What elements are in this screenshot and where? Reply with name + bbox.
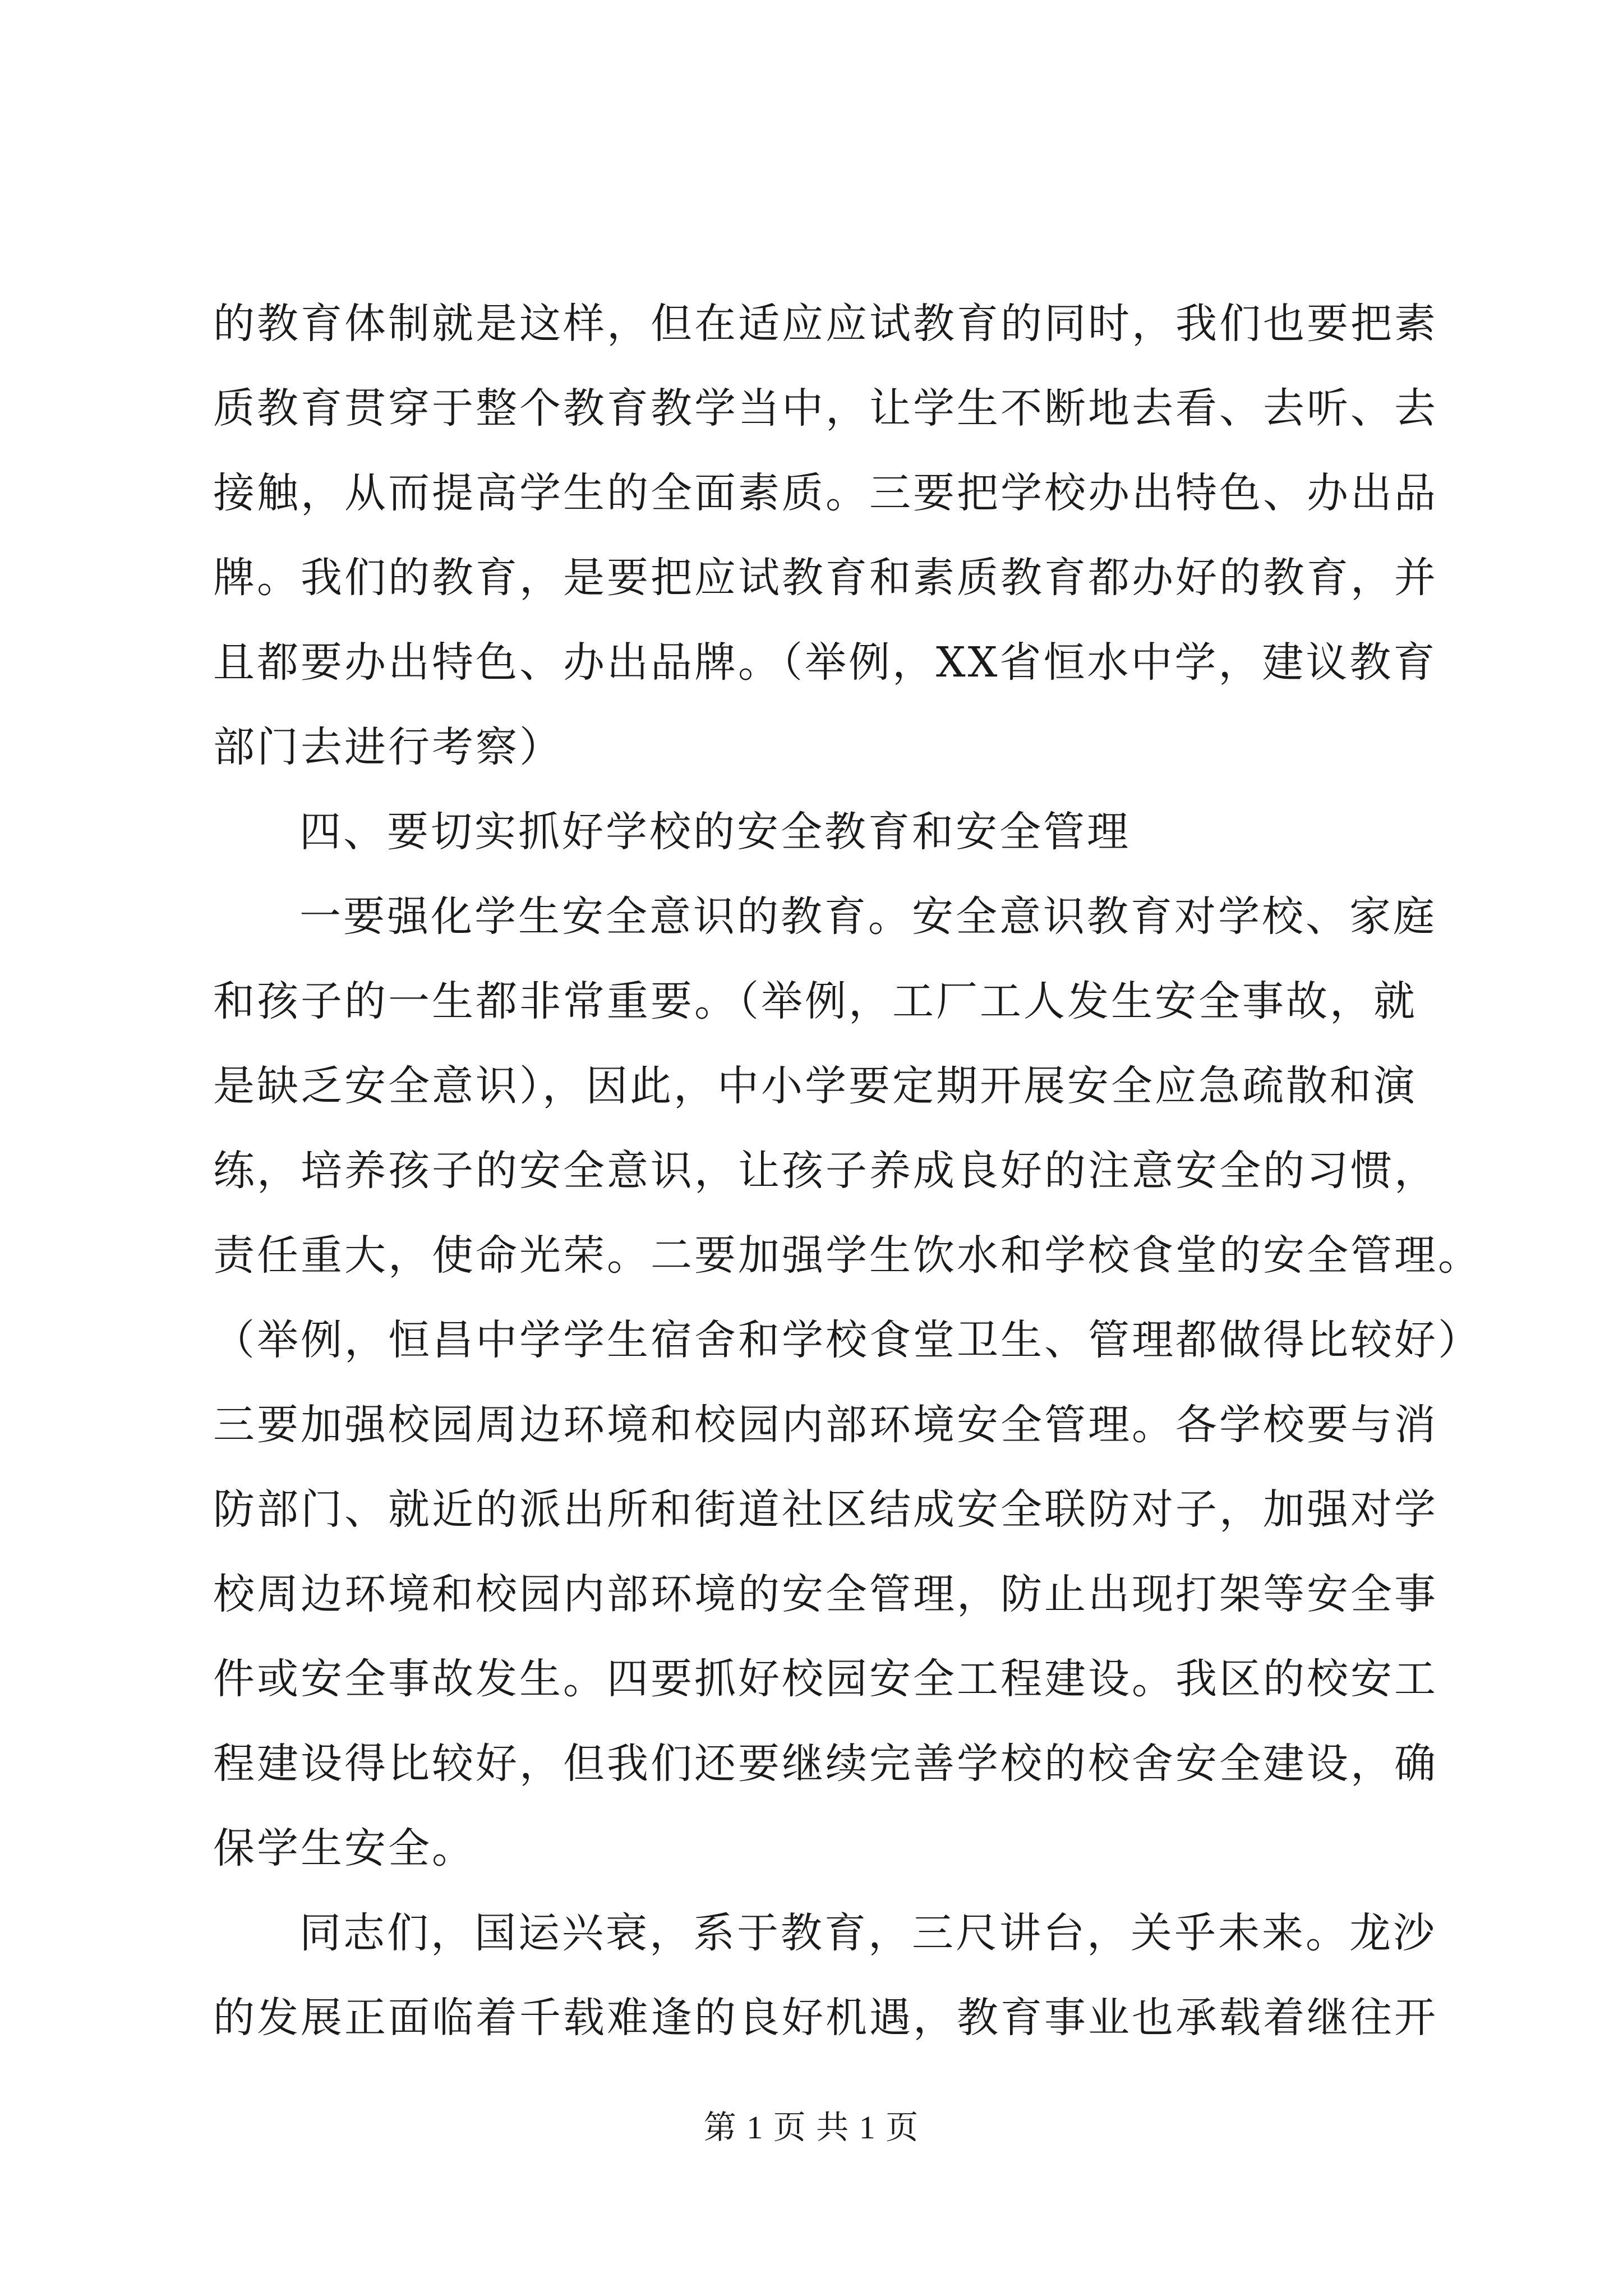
paragraph-line: 部门去进行考察）: [213, 723, 563, 771]
paragraph-line: 且都要办出特色、办出品牌。（举例，XX省恒水中学，建议教育: [213, 638, 1437, 687]
paragraph-line: 程建设得比较好，但我们还要继续完善学校的校舍安全建设，确: [213, 1740, 1438, 1788]
paragraph-line: 件或安全事故发生。四要抓好校园安全工程建设。我区的校安工: [213, 1655, 1438, 1703]
section-heading: 四、要切实抓好学校的安全教育和安全管理: [299, 808, 1131, 856]
paragraph-line: 的发展正面临着千载难逢的良好机遇，教育事业也承载着继往开: [213, 1994, 1438, 2042]
page-number-footer: 第 1 页 共 1 页: [703, 2109, 920, 2146]
paragraph-line: 是缺乏安全意识），因此，中小学要定期开展安全应急疏散和演: [213, 1062, 1417, 1110]
paragraph-line: 保学生安全。: [213, 1824, 476, 1872]
paragraph-line: 同志们，国运兴衰，系于教育，三尺讲台，关乎未来。龙沙: [299, 1909, 1437, 1957]
paragraph-line: 的教育体制就是这样，但在适应应试教育的同时，我们也要把素: [213, 300, 1438, 348]
paragraph-line: 质教育贯穿于整个教育教学当中，让学生不断地去看、去听、去: [213, 384, 1438, 432]
paragraph-line: 一要强化学生安全意识的教育。安全意识教育对学校、家庭: [299, 892, 1437, 941]
paragraph-line: 校周边环境和校园内部环境的安全管理，防止出现打架等安全事: [213, 1570, 1438, 1618]
paragraph-line: 接触，从而提高学生的全面素质。三要把学校办出特色、办出品: [213, 469, 1438, 517]
paragraph-line: 责任重大，使命光荣。二要加强学生饮水和学校食堂的安全管理。: [213, 1231, 1482, 1280]
paragraph-line: 牌。我们的教育，是要把应试教育和素质教育都办好的教育，并: [213, 554, 1438, 602]
paragraph-line: 练，培养孩子的安全意识，让孩子养成良好的注意安全的习惯，: [213, 1147, 1438, 1195]
paragraph-line: 防部门、就近的派出所和街道社区结成安全联防对子，加强对学: [213, 1485, 1438, 1534]
paragraph-line: 三要加强校园周边环境和校园内部环境安全管理。各学校要与消: [213, 1401, 1438, 1449]
paragraph-line: 和孩子的一生都非常重要。（举例，工厂工人发生安全事故，就: [213, 977, 1417, 1025]
paragraph-line: （举例，恒昌中学学生宿舍和学校食堂卫生、管理都做得比较好）: [213, 1316, 1482, 1364]
